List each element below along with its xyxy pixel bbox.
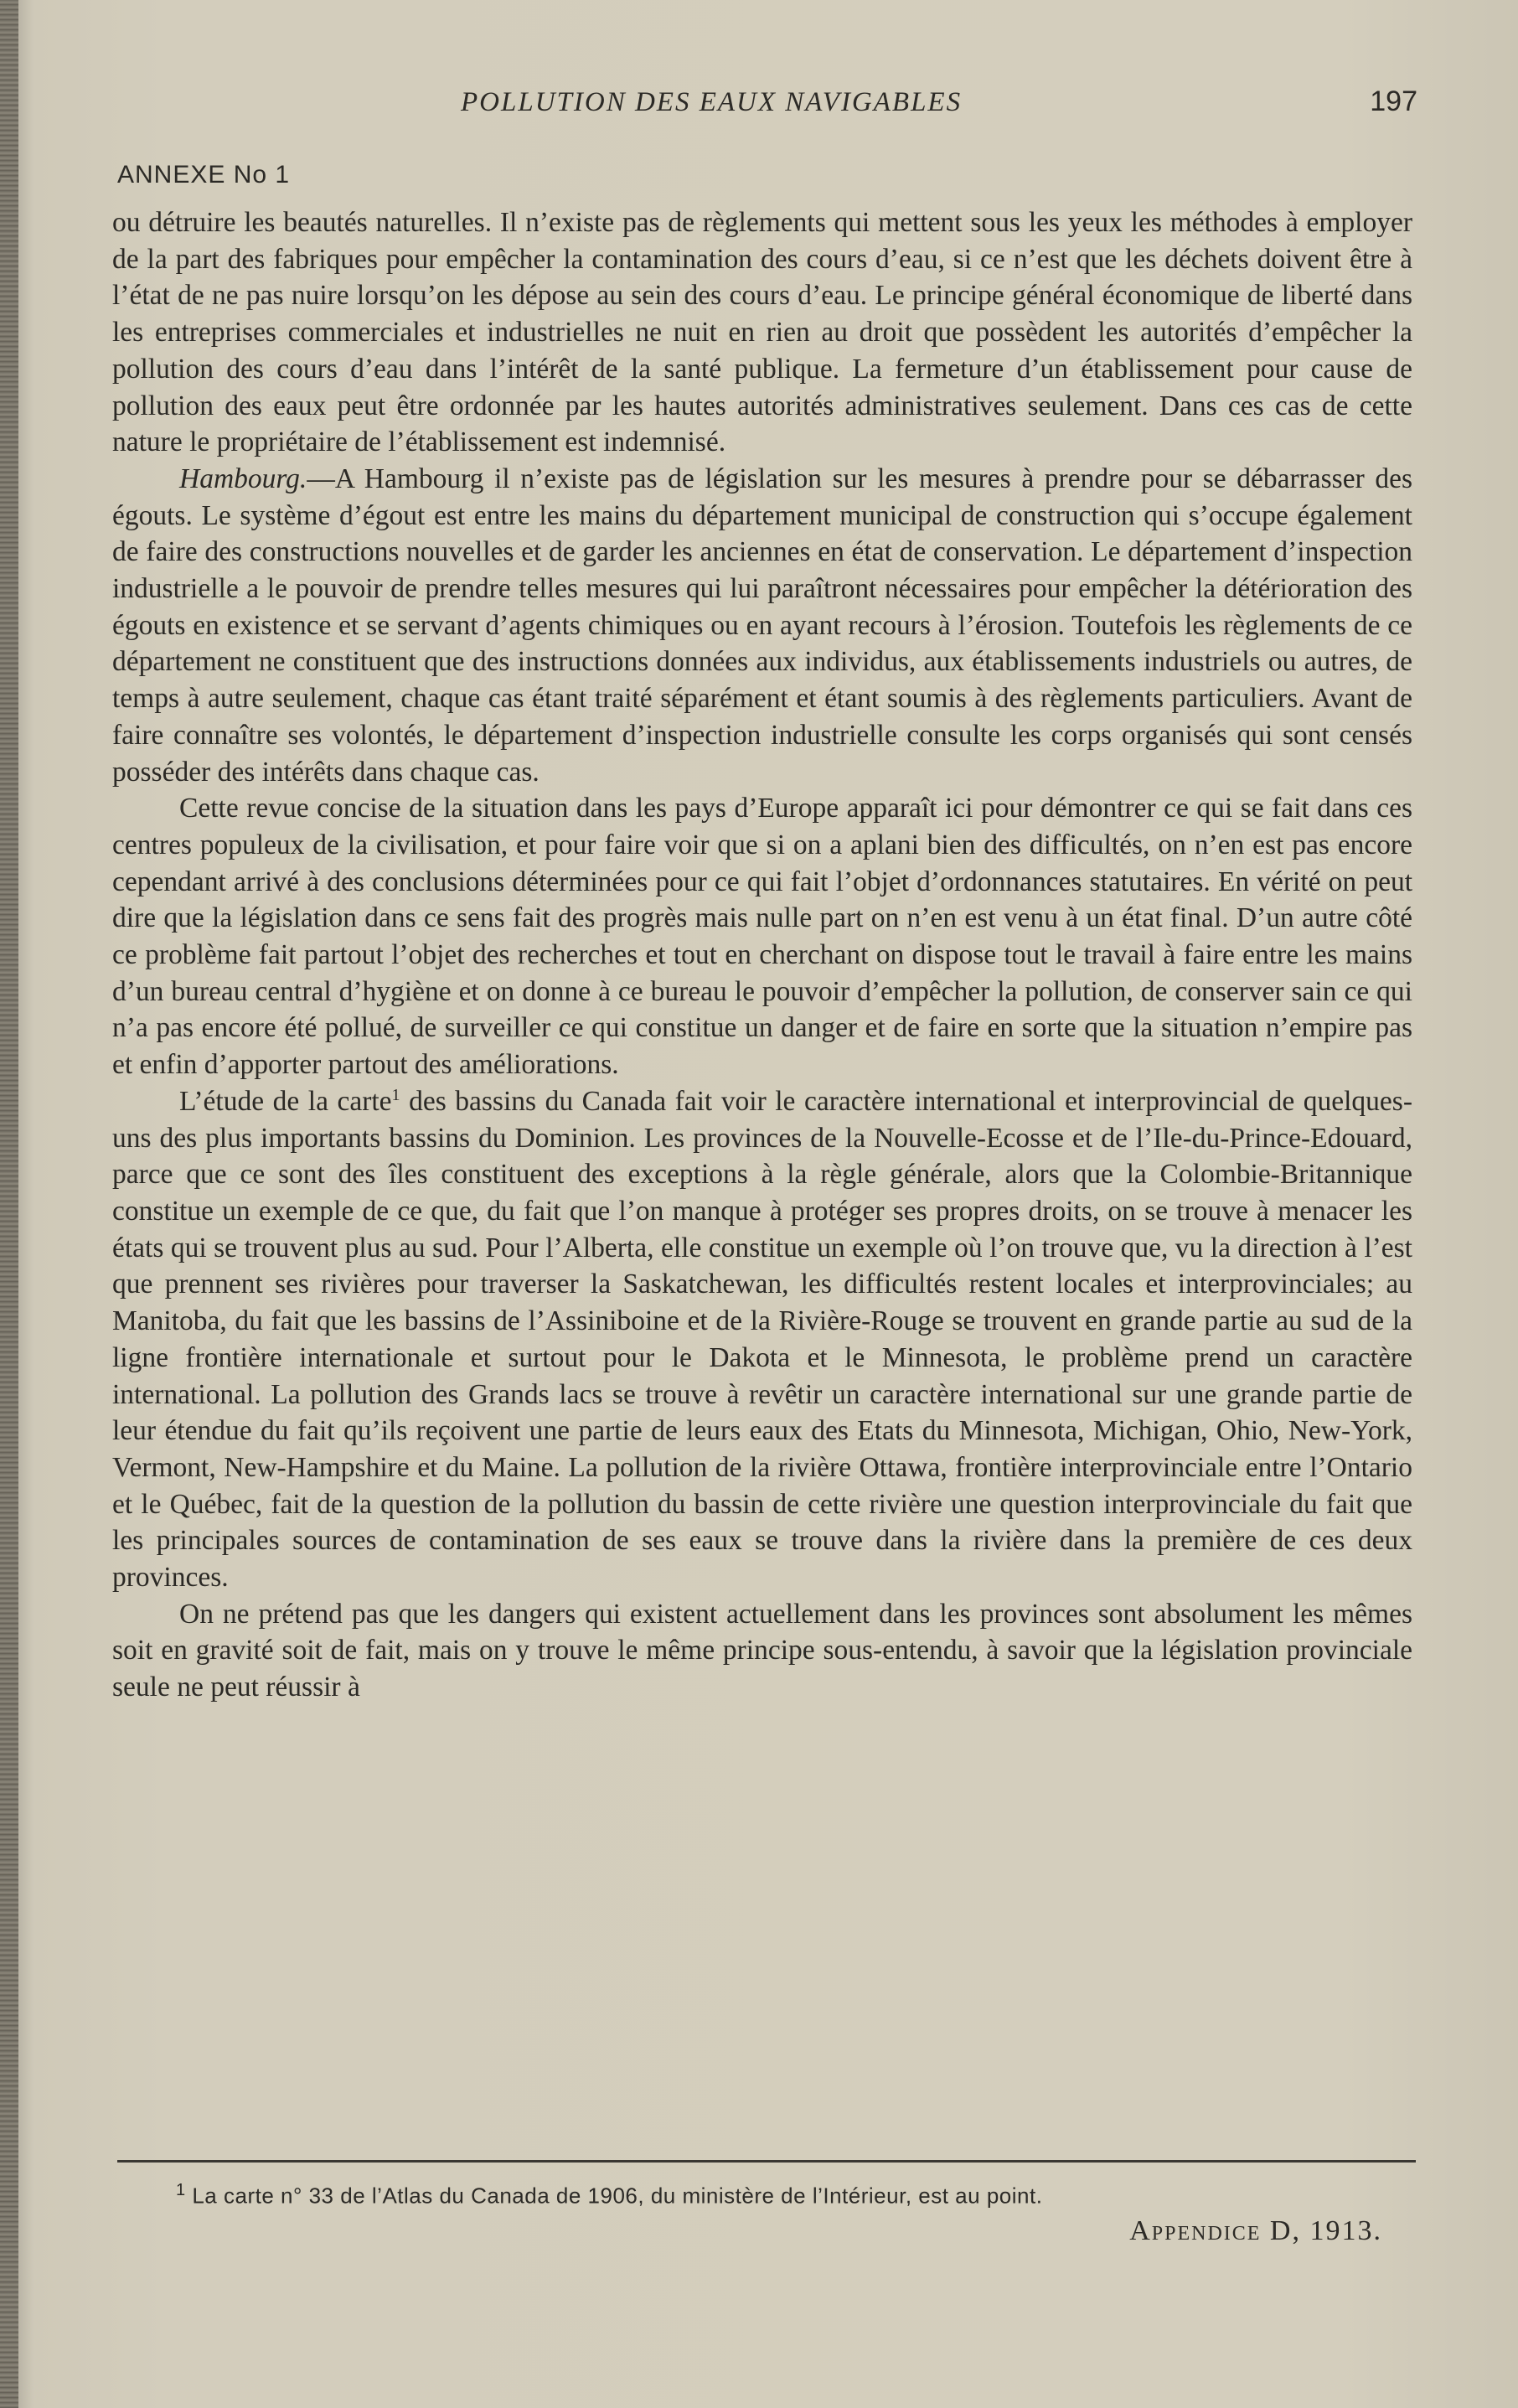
paragraph-3: Cette revue concise de la situation dans les pays d’Europe apparaît ici pour démontrer ce qui se fait dans ces centres populeux de la civilisation, et pour faire voir que si on a aplani bien des difficultés, on n’en est pas encore cependant arrivé à des conclusions déterminées pour ce qui fait l’objet d’ordonnances statutaires. En vérité on peut dire que la législation dans ce sens fait des progrès mais nulle part on n’en est venu à un état final. D’un autre côté ce problème fait partout l’objet des recherches et tout en cherchant on dispose tout le travail à faire entre les mains d’un bureau central d’hygiène et on donne à ce bureau le pouvoir d’empêcher la pollution, de conserver sain ce qui n’a pas encore été pollué, de surveiller ce qui constitue un danger et de faire en sorte que la situation n’empire pas et enfin d’apporter partout des améliorations.: [112, 793, 1412, 1081]
running-title: POLLUTION DES EAUX NAVIGABLES: [461, 87, 963, 117]
body-text: [112, 204, 1412, 1706]
footnote-marker[interactable]: 1: [391, 1085, 400, 1104]
footnote-text: La carte n° 33 de l’Atlas du Canada de 1906, du ministère de l’Intérieur, est au point.: [185, 2183, 1043, 2209]
place-heading-hambourg: Hambourg.: [179, 462, 307, 494]
paragraph-4-start: L’étude de la carte: [179, 1085, 392, 1117]
running-header: [117, 87, 1417, 129]
footnote-divider: [117, 2160, 1416, 2163]
appendice-label: Appendice D, 1913.: [1129, 2215, 1382, 2246]
page-number: 197: [1370, 85, 1417, 117]
paragraph-2-text: —A Hambourg il n’existe pas de législation sur les mesures à prendre pour se débarrasser des égouts. Le système d’égout est entre les mains du département municipal de construction qui s’occupe également de faire des constructions nouvelles et de garder les anciennes en état de conservation. Le département d’inspection industrielle a le pouvoir de prendre telles mesures qui lui paraîtront nécessaires pour empêcher la détérioration des égouts en existence et se servant d’agents chimiques ou en ayant recours à l’érosion. Toutefois les règlements de ce département ne constituent que des instructions données aux individus, aux établissements industriels ou autres, de temps à autre seulement, chaque cas étant traité séparément et étant soumis à des règlements particuliers. Avant de faire connaître ses volontés, le département d’inspection industrielle consulte les corps organisés qui sont censés posséder des intérêts dans chaque cas.: [112, 462, 1412, 788]
paragraph-4-rest: des bassins du Canada fait voir le caractère international et interprovincial de quelques-uns des plus importants bassins du Dominion. Les provinces de la Nouvelle-Ecosse et de l’Ile-du-Prince-Edouard, parce que ce sont des îles constituent des exceptions à la règle générale, alors que la Colombie-Britannique constitue un exemple de ce que, du fait que l’on manque à protéger ses propres droits, on se trouve à menacer les états qui se trouvent plus au sud. Pour l’Alberta, elle constitue un exemple où l’on trouve que, vu la direction à l’est que prennent ses rivières pour traverser la Saskatchewan, les difficultés restent locales et interprovinciales; au Manitoba, du fait que les bassins de l’Assiniboine et de la Rivière-Rouge se trouvent en grande partie au sud de la ligne frontière internationale et surtout pour le Dakota et le Minnesota, le problème prend un caractère international. La pollution des Grands lacs se trouve à revêtir un caractère international sur une grande partie de leur étendue du fait qu’ils reçoivent une partie de leurs eaux des Etats du Minnesota, Michigan, Ohio, New-York, Vermont, New-Hampshire et du Maine. La pollution de la rivière Ottawa, frontière interprovinciale entre l’Ontario et le Québec, fait de la question de la pollution du bassin de cette rivière une question interprovinciale du fait que les principales sources de contamination de ses eaux se trouve dans la rivière dans la première de ces deux provinces.: [112, 1085, 1412, 1594]
paragraph-2: [112, 461, 1412, 790]
annex-label: ANNEXE No 1: [117, 161, 291, 189]
paragraph-5: On ne prétend pas que les dangers qui existent actuellement dans les provinces sont absolument les mêmes soit en gravité soit de fait, mais on y trouve le même principe sous-entendu, à savoir que la législation provinciale seule ne peut réussir à: [112, 1598, 1412, 1703]
footnote-number: 1: [176, 2181, 186, 2199]
footnote: [176, 2181, 1042, 2209]
paragraph-1: ou détruire les beautés naturelles. Il n’existe pas de règlements qui mettent sous les yeux les méthodes à employer de la part des fabriques pour empêcher la contamination des cours d’eau, si ce n’est que les déchets doivent être à l’état de ne pas nuire lorsqu’on les dépose au sein des cours d’eau. Le principe général économique de liberté dans les entreprises commerciales et industrielles ne nuit en rien au droit que possèdent les autorités d’empêcher la pollution des cours d’eau dans l’intérêt de la santé publique. La fermeture d’un établissement pour cause de pollution des eaux peut être ordonnée par les hautes autorités administratives seulement. Dans ces cas de cette nature le propriétaire de l’établissement est indemnisé.: [112, 207, 1412, 458]
paragraph-4: [112, 1083, 1412, 1596]
book-binding-edge: [0, 0, 18, 2408]
